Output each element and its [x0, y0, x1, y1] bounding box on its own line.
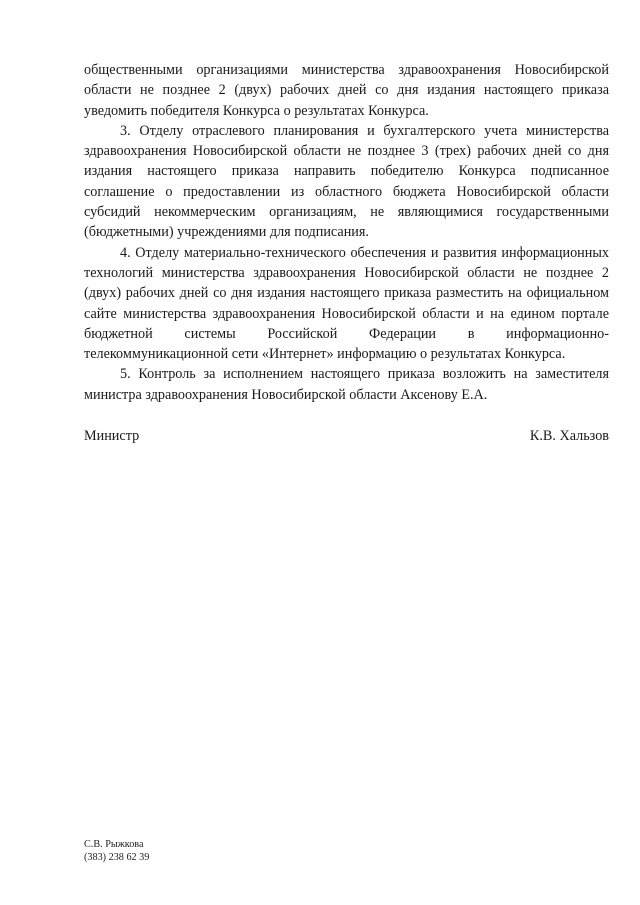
executor-name: С.В. Рыжкова: [84, 839, 144, 850]
document-body: [84, 60, 609, 405]
executor-footer: [84, 838, 149, 864]
signatory-position: Министр: [84, 428, 140, 444]
paragraph-continuation: общественными организациями министерства здравоохранения Новосибирской области не позднее 2 (двух) рабочих дней со дня издания настоящего приказа уведомить победителя Конкурса о результатах Конкурса.: [84, 62, 609, 119]
executor-phone: (383) 238 62 39: [84, 852, 150, 863]
paragraph-item-5: 5. Контроль за исполнением настоящего приказа возложить на заместителя министра здравоохранения Новосибирской области Аксенову Е.А.: [84, 366, 609, 403]
paragraph-item-3: 3. Отделу отраслевого планирования и бухгалтерского учета министерства здравоохранения Новосибирской области не позднее 3 (трех) рабочих дней со дня издания настоящего приказа направить победителю Конкурса подписанное соглашение о предоставлении из областного бюджета Новосибирской области субсидий некоммерческим организациям, не являющимися государственными (бюджетными) учреждениями для подписания.: [84, 122, 609, 241]
signature-block: [84, 426, 609, 446]
paragraph-item-4: 4. Отделу материально-технического обеспечения и развития информационных технологий министерства здравоохранения Новосибирской области не позднее 2 (двух) рабочих дней со дня издания настоящего приказа разместить на официальном сайте министерства здравоохранения Новосибирской области и на едином портале бюджетной системы Российской Федерации в информационно-телекоммуникационной сети «Интернет» информацию о результатах Конкурса.: [84, 244, 609, 363]
signatory-name: К.В. Хальзов: [529, 428, 609, 444]
